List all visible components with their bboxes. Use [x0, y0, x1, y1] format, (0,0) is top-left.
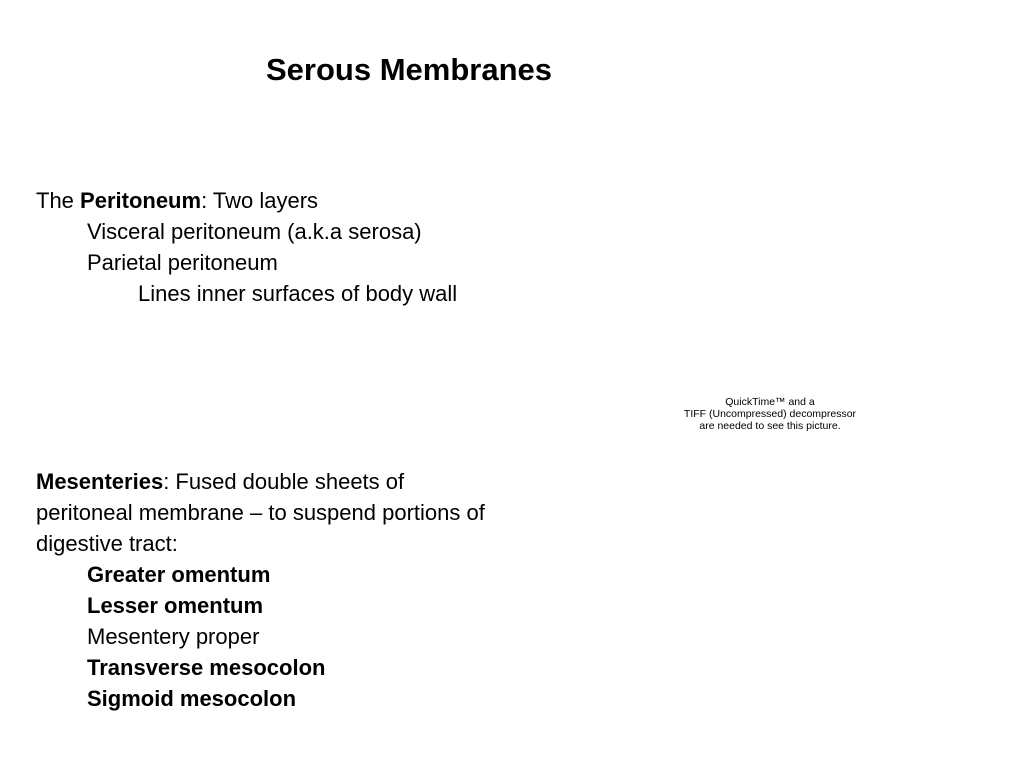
parietal-peritoneum-item: Parietal peritoneum: [87, 250, 278, 275]
mesenteries-heading: [36, 466, 596, 497]
peritoneum-section: [36, 185, 596, 309]
visceral-peritoneum-item: Visceral peritoneum (a.k.a serosa): [87, 219, 422, 244]
peritoneum-heading: [36, 185, 596, 216]
peritoneum-term: Peritoneum: [80, 188, 202, 213]
placeholder-line-1: QuickTime™ and a: [725, 396, 815, 408]
peritoneum-prefix: The: [36, 188, 81, 213]
parietal-subitem: Lines inner surfaces of body wall: [138, 281, 458, 306]
lesser-omentum-item: Lesser omentum: [87, 593, 264, 618]
placeholder-line-2: TIFF (Uncompressed) decompressor: [683, 408, 857, 420]
slide-title: Serous Membranes: [266, 52, 552, 87]
mesenteries-suffix: : Fused double sheets of: [163, 469, 405, 494]
mesenteries-term: Mesenteries: [36, 469, 164, 494]
placeholder-line-3: are needed to see this picture.: [699, 420, 841, 432]
mesenteries-line-3: digestive tract:: [36, 531, 178, 556]
quicktime-placeholder: [660, 396, 880, 432]
peritoneum-suffix: : Two layers: [201, 188, 319, 213]
mesentery-proper-item: Mesentery proper: [87, 624, 260, 649]
mesenteries-line-2: peritoneal membrane – to suspend portions of: [36, 500, 485, 525]
transverse-mesocolon-item: Transverse mesocolon: [87, 655, 326, 680]
mesenteries-section: [36, 466, 596, 714]
sigmoid-mesocolon-item: Sigmoid mesocolon: [87, 686, 297, 711]
greater-omentum-item: Greater omentum: [87, 562, 271, 587]
